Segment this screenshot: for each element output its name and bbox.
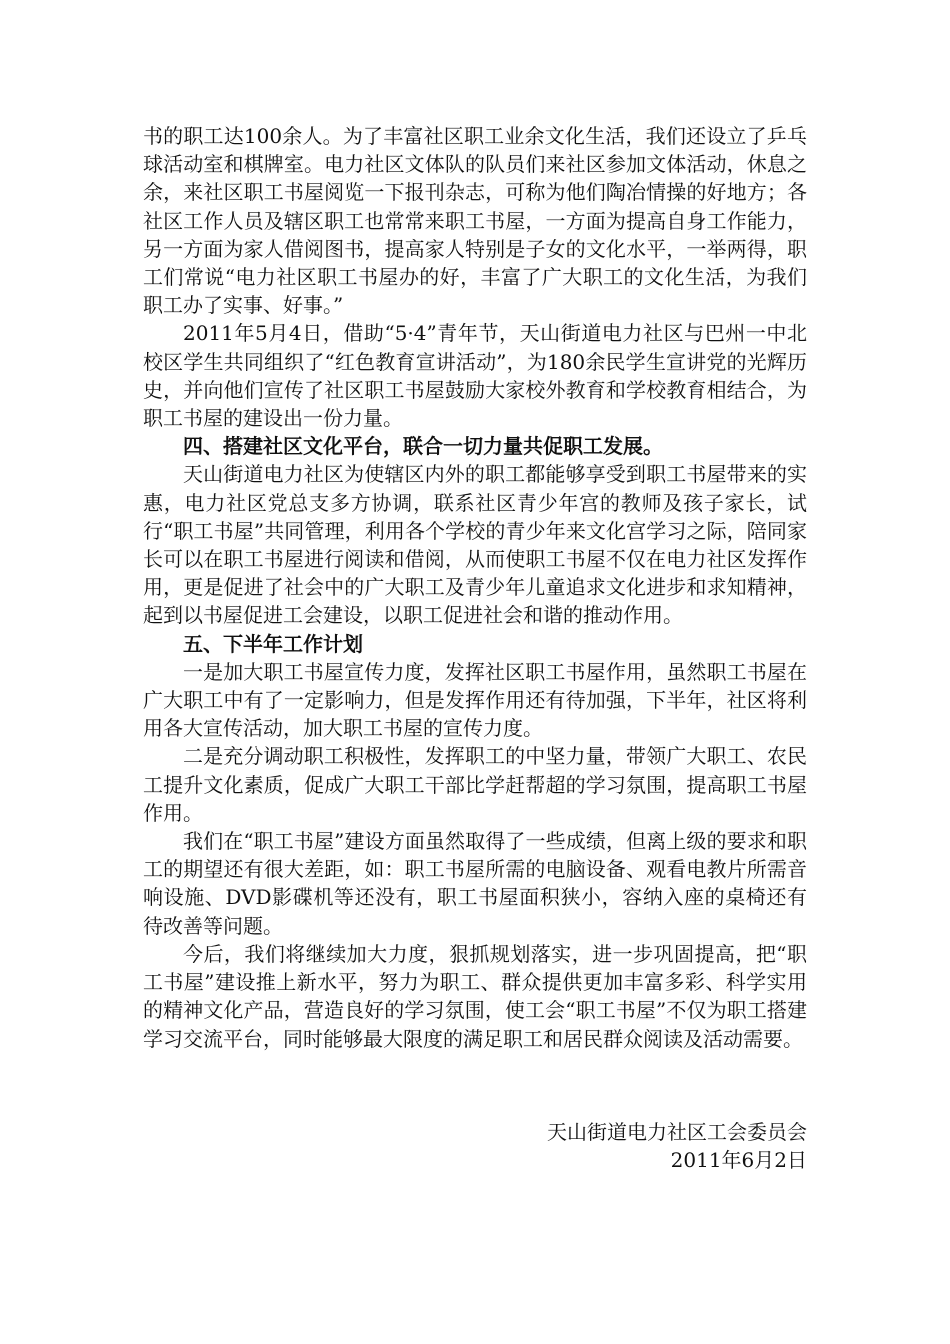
section-heading-five: 五、下半年工作计划 — [183, 631, 363, 656]
signature-date: 2011年6月2日 — [670, 1148, 807, 1173]
paragraph-plan-two: 二是充分调动职工积极性，发挥职工的中坚力量，带领广大职工、农民工提升文化素质，促成广大职工干部比学赶帮超的学习氛围，提高职工书屋作用。 — [143, 744, 807, 825]
signature-block — [407, 1118, 807, 1174]
paragraph-cultural-platform: 天山街道电力社区为使辖区内外的职工都能够享受到职工书屋带来的实惠，电力社区党总支多方协调，联系社区青少年宫的教师及孩子家长，试行“职工书屋”共同管理，利用各个学校的青少年来文化宫学习之际，陪同家长可以在职工书屋进行阅读和借阅，从而使职工书屋不仅在电力社区发挥作用，更是促进了社会中的广大职工及青少年儿童追求文化进步和求知精神，起到以书屋促进工会建设，以职工促进社会和谐的推动作用。 — [143, 462, 807, 628]
signature-organization: 天山街道电力社区工会委员会 — [547, 1120, 807, 1144]
paragraph-youth-day-event: 2011年5月4日，借助“5·4”青年节，天山街道电力社区与巴州一中北校区学生共同组织了“红色教育宣讲活动”，为180余民学生宣讲党的光辉历史，并向他们宣传了社区职工书屋鼓励大家校外教育和学校教育相结合，为职工书屋的建设出一份力量。 — [143, 321, 807, 431]
paragraph-future: 今后，我们将继续加大力度，狠抓规划落实，进一步巩固提高，把“职工书屋”建设推上新水平，努力为职工、群众提供更加丰富多彩、科学实用的精神文化产品，营造良好的学习氛围，使工会“职工书屋”不仅为职工搭建学习交流平台，同时能够最大限度的满足职工和居民群众阅读及活动需要。 — [143, 941, 807, 1051]
section-heading-four: 四、搭建社区文化平台，联合一切力量共促职工发展。 — [183, 434, 663, 459]
paragraph-shortcomings: 我们在“职工书屋”建设方面虽然取得了一些成绩，但离上级的要求和职工的期望还有很大差距，如：职工书屋所需的电脑设备、观看电教片所需音响设施、DVD影碟机等还没有，职工书屋面积狭小，容纳入座的桌椅还有待改善等问题。 — [143, 829, 807, 938]
document-body — [143, 122, 807, 1053]
paragraph-continuation: 书的职工达100余人。为了丰富社区职工业余文化生活，我们还设立了乒乓球活动室和棋牌室。电力社区文体队的队员们来社区参加文体活动，休息之余，来社区职工书屋阅览一下报刊杂志，可称为他们陶冶情操的好地方；各社区工作人员及辖区职工也常常来职工书屋，一方面为提高自身工作能力，另一方面为家人借阅图书，提高家人特别是子女的文化水平，一举两得，职工们常说“电力社区职工书屋办的好，丰富了广大职工的文化生活，为我们职工办了实事、好事。” — [143, 124, 807, 318]
paragraph-plan-one: 一是加大职工书屋宣传力度，发挥社区职工书屋作用，虽然职工书屋在广大职工中有了一定影响力，但是发挥作用还有待加强，下半年，社区将利用各大宣传活动，加大职工书屋的宣传力度。 — [143, 659, 807, 741]
